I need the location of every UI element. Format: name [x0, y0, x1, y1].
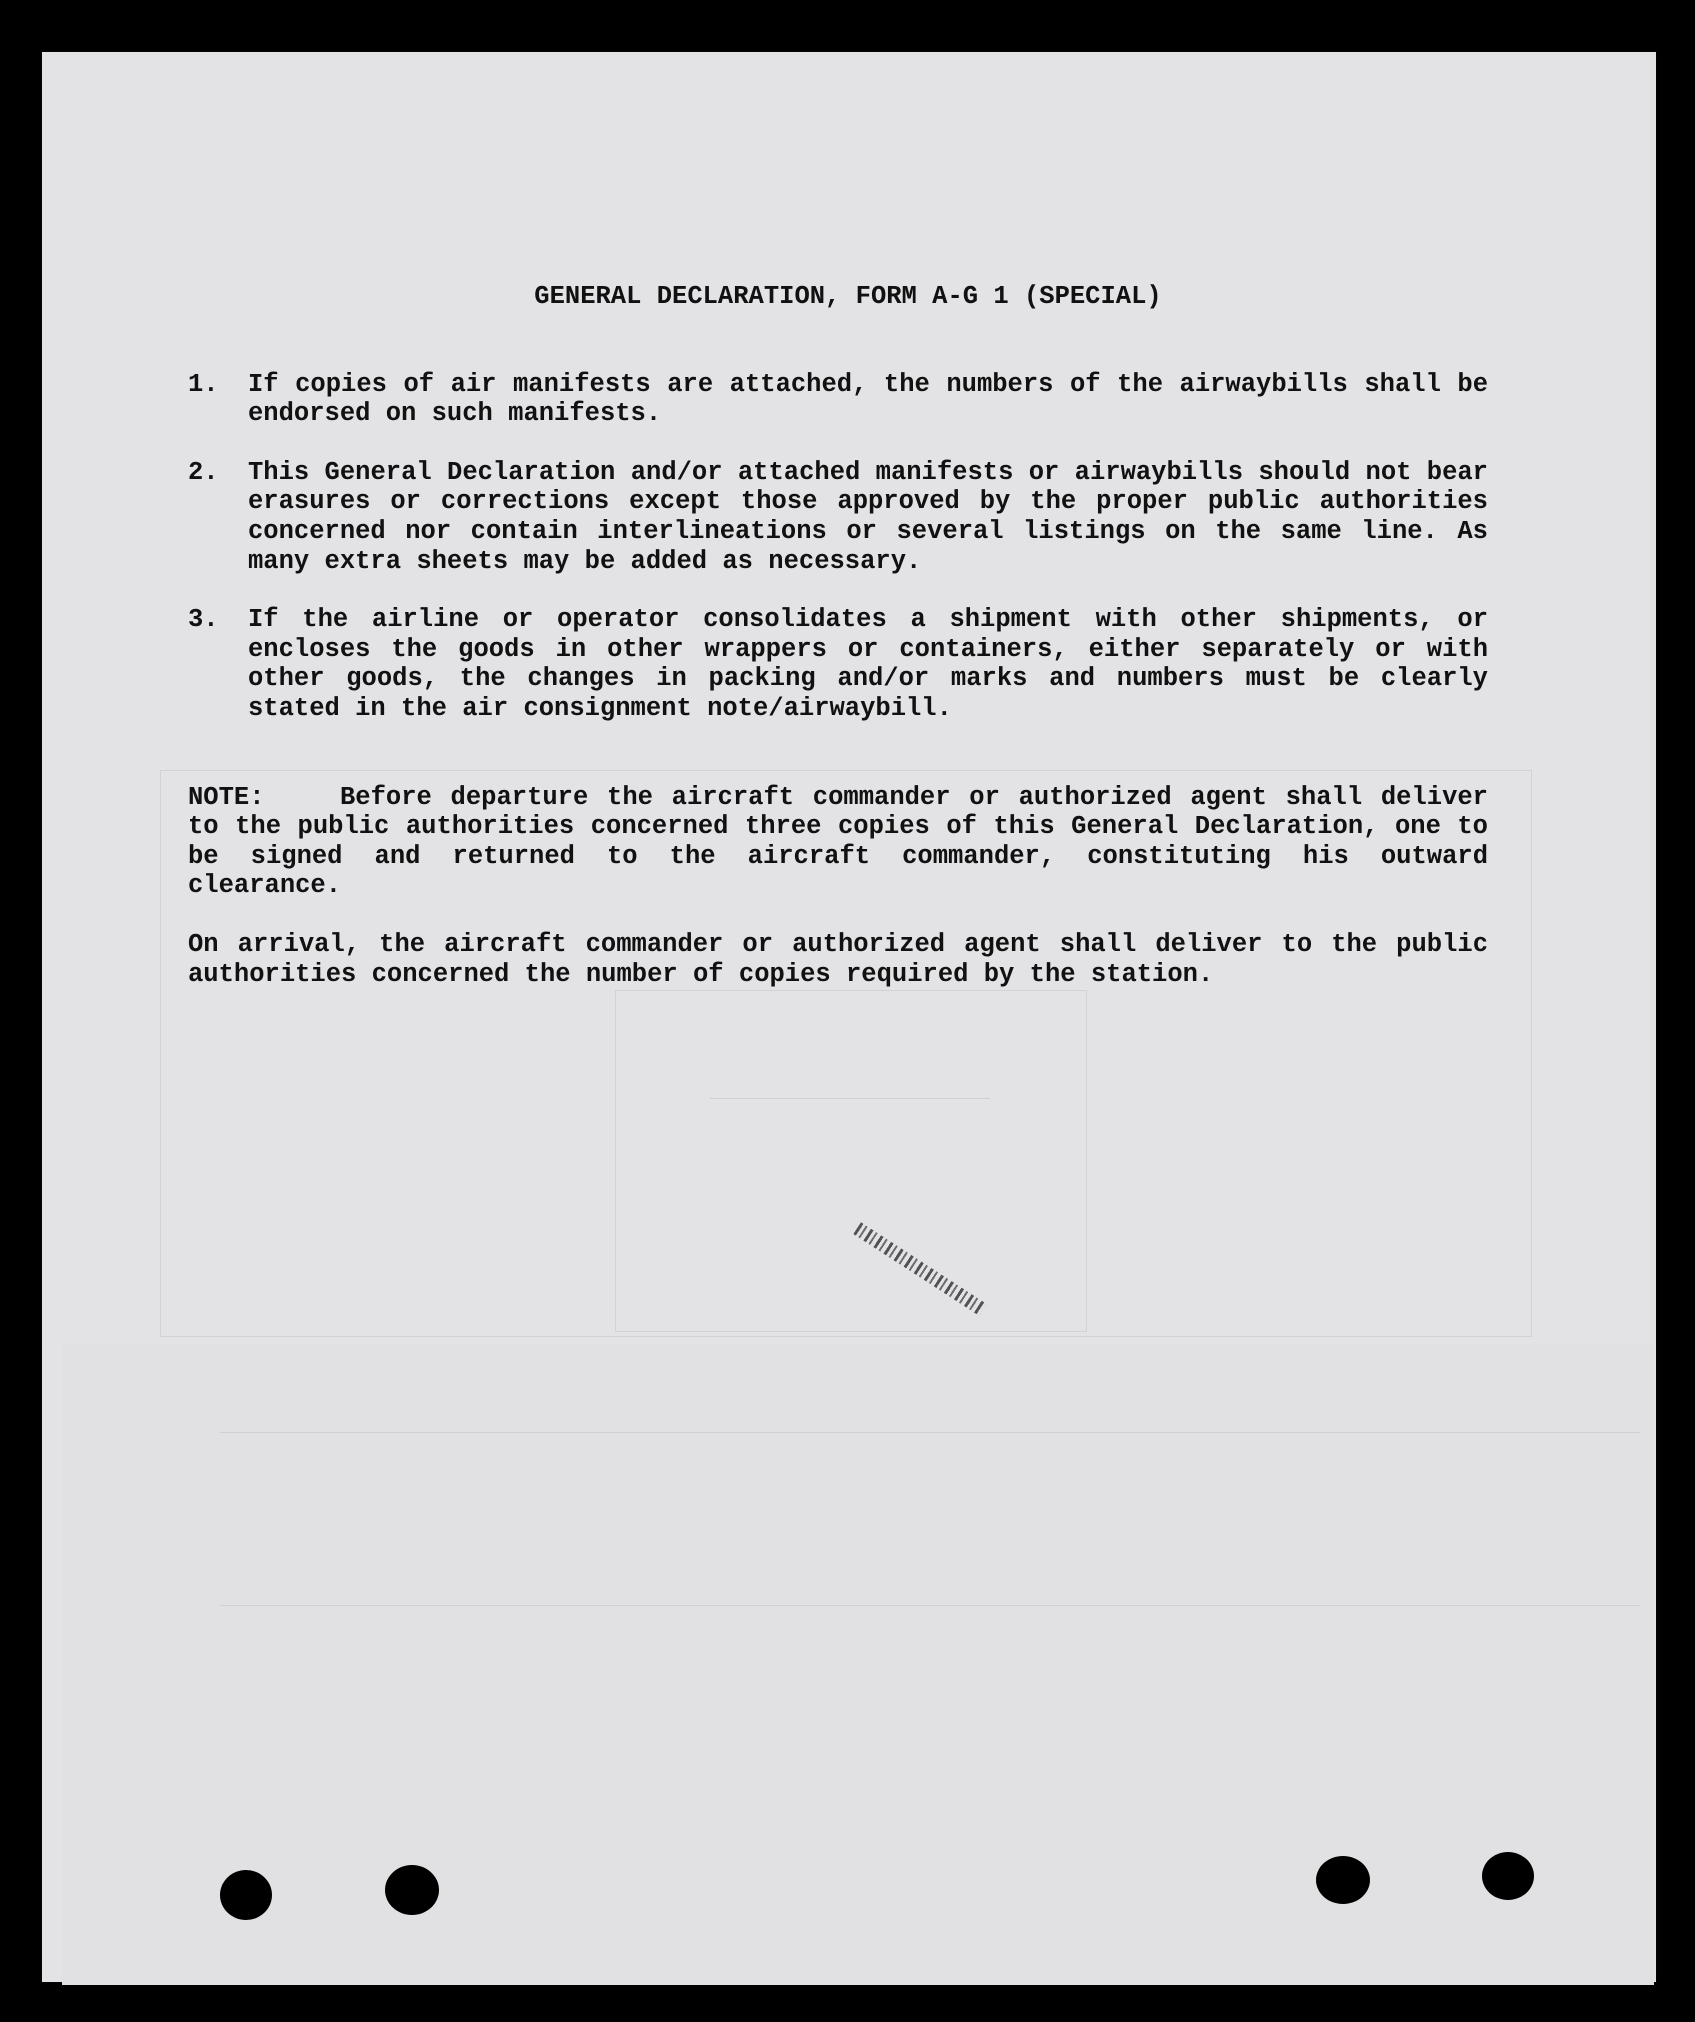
declaration-text-block — [188, 282, 1488, 989]
instruction-text: If the airline or operator consolidates a shipment with other shipments, or encloses the goods in other wrappers or containers, either separately or with other goods, the changes in packing and/or marks and numbers must be clearly stated in the air consignment note/airwaybill. — [248, 605, 1488, 723]
instruction-number: 3. — [188, 605, 219, 635]
punch-hole-icon — [385, 1865, 439, 1915]
arrival-paragraph: On arrival, the aircraft commander or authorized agent shall deliver to the public authorities concerned the number of copies required by the station. — [188, 929, 1488, 989]
instruction-text: This General Declaration and/or attached manifests or airwaybills should not bear erasures or corrections except those approved by the proper public authorities concerned nor contain interlineations or several listings on the same line. As many extra sheets may be added as necessary. — [248, 457, 1488, 576]
instruction-number: 2. — [188, 457, 219, 487]
punch-hole-icon — [220, 1870, 272, 1920]
instruction-item-1 — [188, 370, 1488, 429]
punch-hole-icon — [1316, 1856, 1370, 1904]
instruction-item-2 — [188, 458, 1488, 576]
note-label: NOTE: — [188, 782, 265, 812]
instruction-item-3 — [188, 605, 1488, 723]
document-page-lower-sheet — [62, 1345, 1654, 1985]
document-title: GENERAL DECLARATION, FORM A-G 1 (SPECIAL) — [534, 282, 1162, 311]
punch-hole-icon — [1482, 1852, 1534, 1900]
bleed-through-line — [220, 1605, 1640, 1606]
bleed-through-line — [710, 1098, 990, 1099]
instruction-text: If copies of air manifests are attached, the numbers of the airwaybills shall be endorsed on such manifests. — [248, 369, 1488, 429]
note-paragraph — [188, 783, 1488, 901]
bleed-through-inner-box — [615, 990, 1087, 1332]
note-text: Before departure the aircraft commander or authorized agent shall deliver to the public authorities concerned three copies of this General Declaration, one to be signed and returned to the aircraft commander, constituting his outward clearance. — [188, 782, 1488, 901]
bleed-through-line — [220, 1432, 1640, 1433]
instruction-number: 1. — [188, 369, 219, 399]
